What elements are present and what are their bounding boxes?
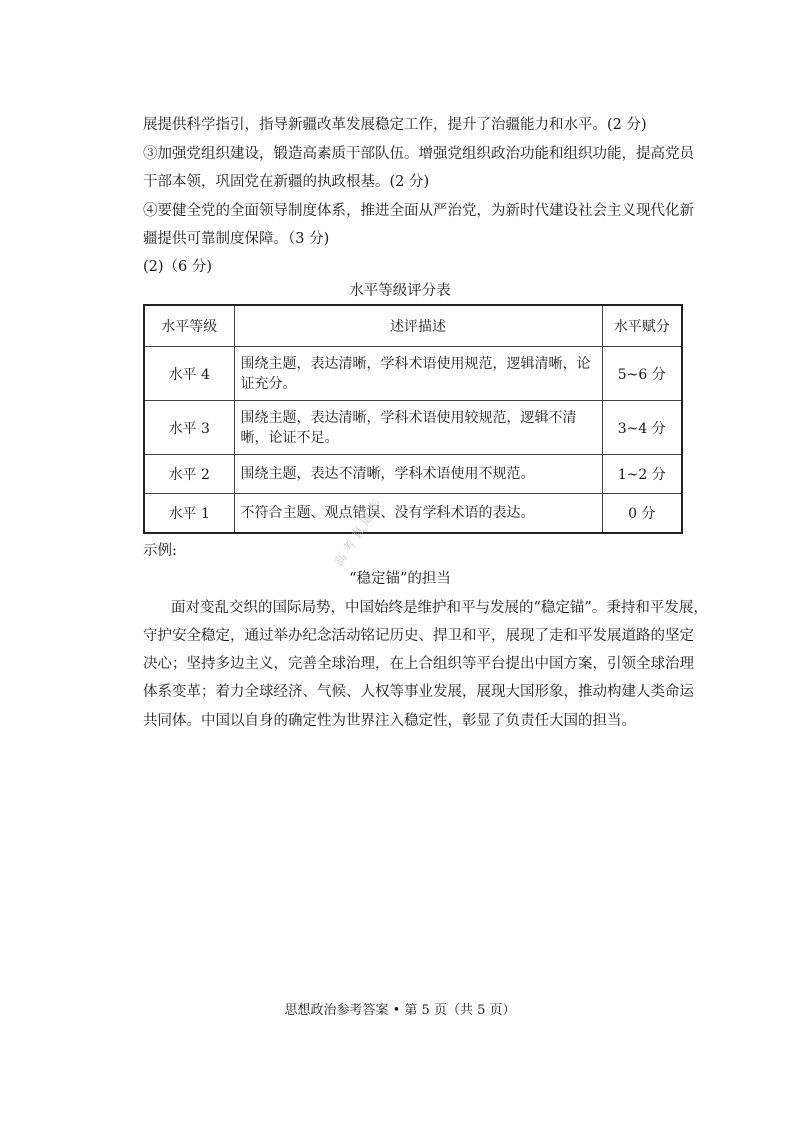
table-row [144,455,682,494]
row-level: 水平 4 [144,347,234,401]
row-description: 围绕主题，表达清晰，学科术语使用较规范，逻辑不清晰，论证不足。 [234,401,602,455]
header-description: 述评描述 [234,305,602,347]
header-score: 水平赋分 [602,305,682,347]
row-score: 1~2 分 [602,455,682,494]
row-score: 3~4 分 [602,401,682,455]
example-label: 示例: [143,543,177,559]
example-title: “稳定锚”的担当 [349,571,451,587]
page-footer: 思想政治参考答案 • 第 5 页（共 5 页） [284,1003,516,1018]
example-paragraph-line: 面对变乱交织的国际局势，中国始终是维护和平与发展的“稳定锚”。秉持和平发展， [171,600,708,616]
example-paragraph-line: 共同体。中国以自身的确定性为世界注入稳定性，彰显了负责任大国的担当。 [143,713,636,729]
table-row [144,401,682,455]
table-row [144,347,682,401]
header-level: 水平等级 [144,305,234,347]
question-2-heading: (2)（6 分) [143,259,213,275]
answer-line-3: 干部本领，巩固党在新疆的执政根基。(2 分) [143,174,430,190]
watermark: 高考直通车 [331,493,386,569]
scoring-table [143,304,683,534]
table-header-row [144,305,682,347]
answer-line-4: ④要健全党的全面领导制度体系，推进全面从严治党，为新时代建设社会主义现代化新 [143,203,694,219]
row-description: 围绕主题，表达不清晰，学科术语使用不规范。 [234,455,602,494]
answer-line-1: 展提供科学指引，指导新疆改革发展稳定工作，提升了治疆能力和水平。(2 分) [143,117,647,133]
row-description: 不符合主题、观点错误、没有学科术语的表达。 [234,494,602,534]
table-caption: 水平等级评分表 [349,283,451,299]
example-paragraph-line: 体系变革；着力全球经济、气候、人权等事业发展，展现大国形象，推动构建人类命运 [143,684,694,700]
row-score: 0 分 [602,494,682,534]
answer-line-5: 疆提供可靠制度保障。（3 分) [143,231,330,247]
answer-line-2: ③加强党组织建设，锻造高素质干部队伍。增强党组织政治功能和组织功能，提高党员 [143,146,694,162]
example-paragraph-line: 决心；坚持多边主义，完善全球治理，在上合组织等平台提出中国方案，引领全球治理 [143,656,694,672]
row-level: 水平 2 [144,455,234,494]
table-row [144,494,682,534]
example-paragraph-line: 守护安全稳定，通过举办纪念活动铭记历史、捍卫和平，展现了走和平发展道路的坚定 [143,628,694,644]
row-level: 水平 1 [144,494,234,534]
row-description: 围绕主题，表达清晰，学科术语使用规范，逻辑清晰，论证充分。 [234,347,602,401]
row-level: 水平 3 [144,401,234,455]
row-score: 5~6 分 [602,347,682,401]
